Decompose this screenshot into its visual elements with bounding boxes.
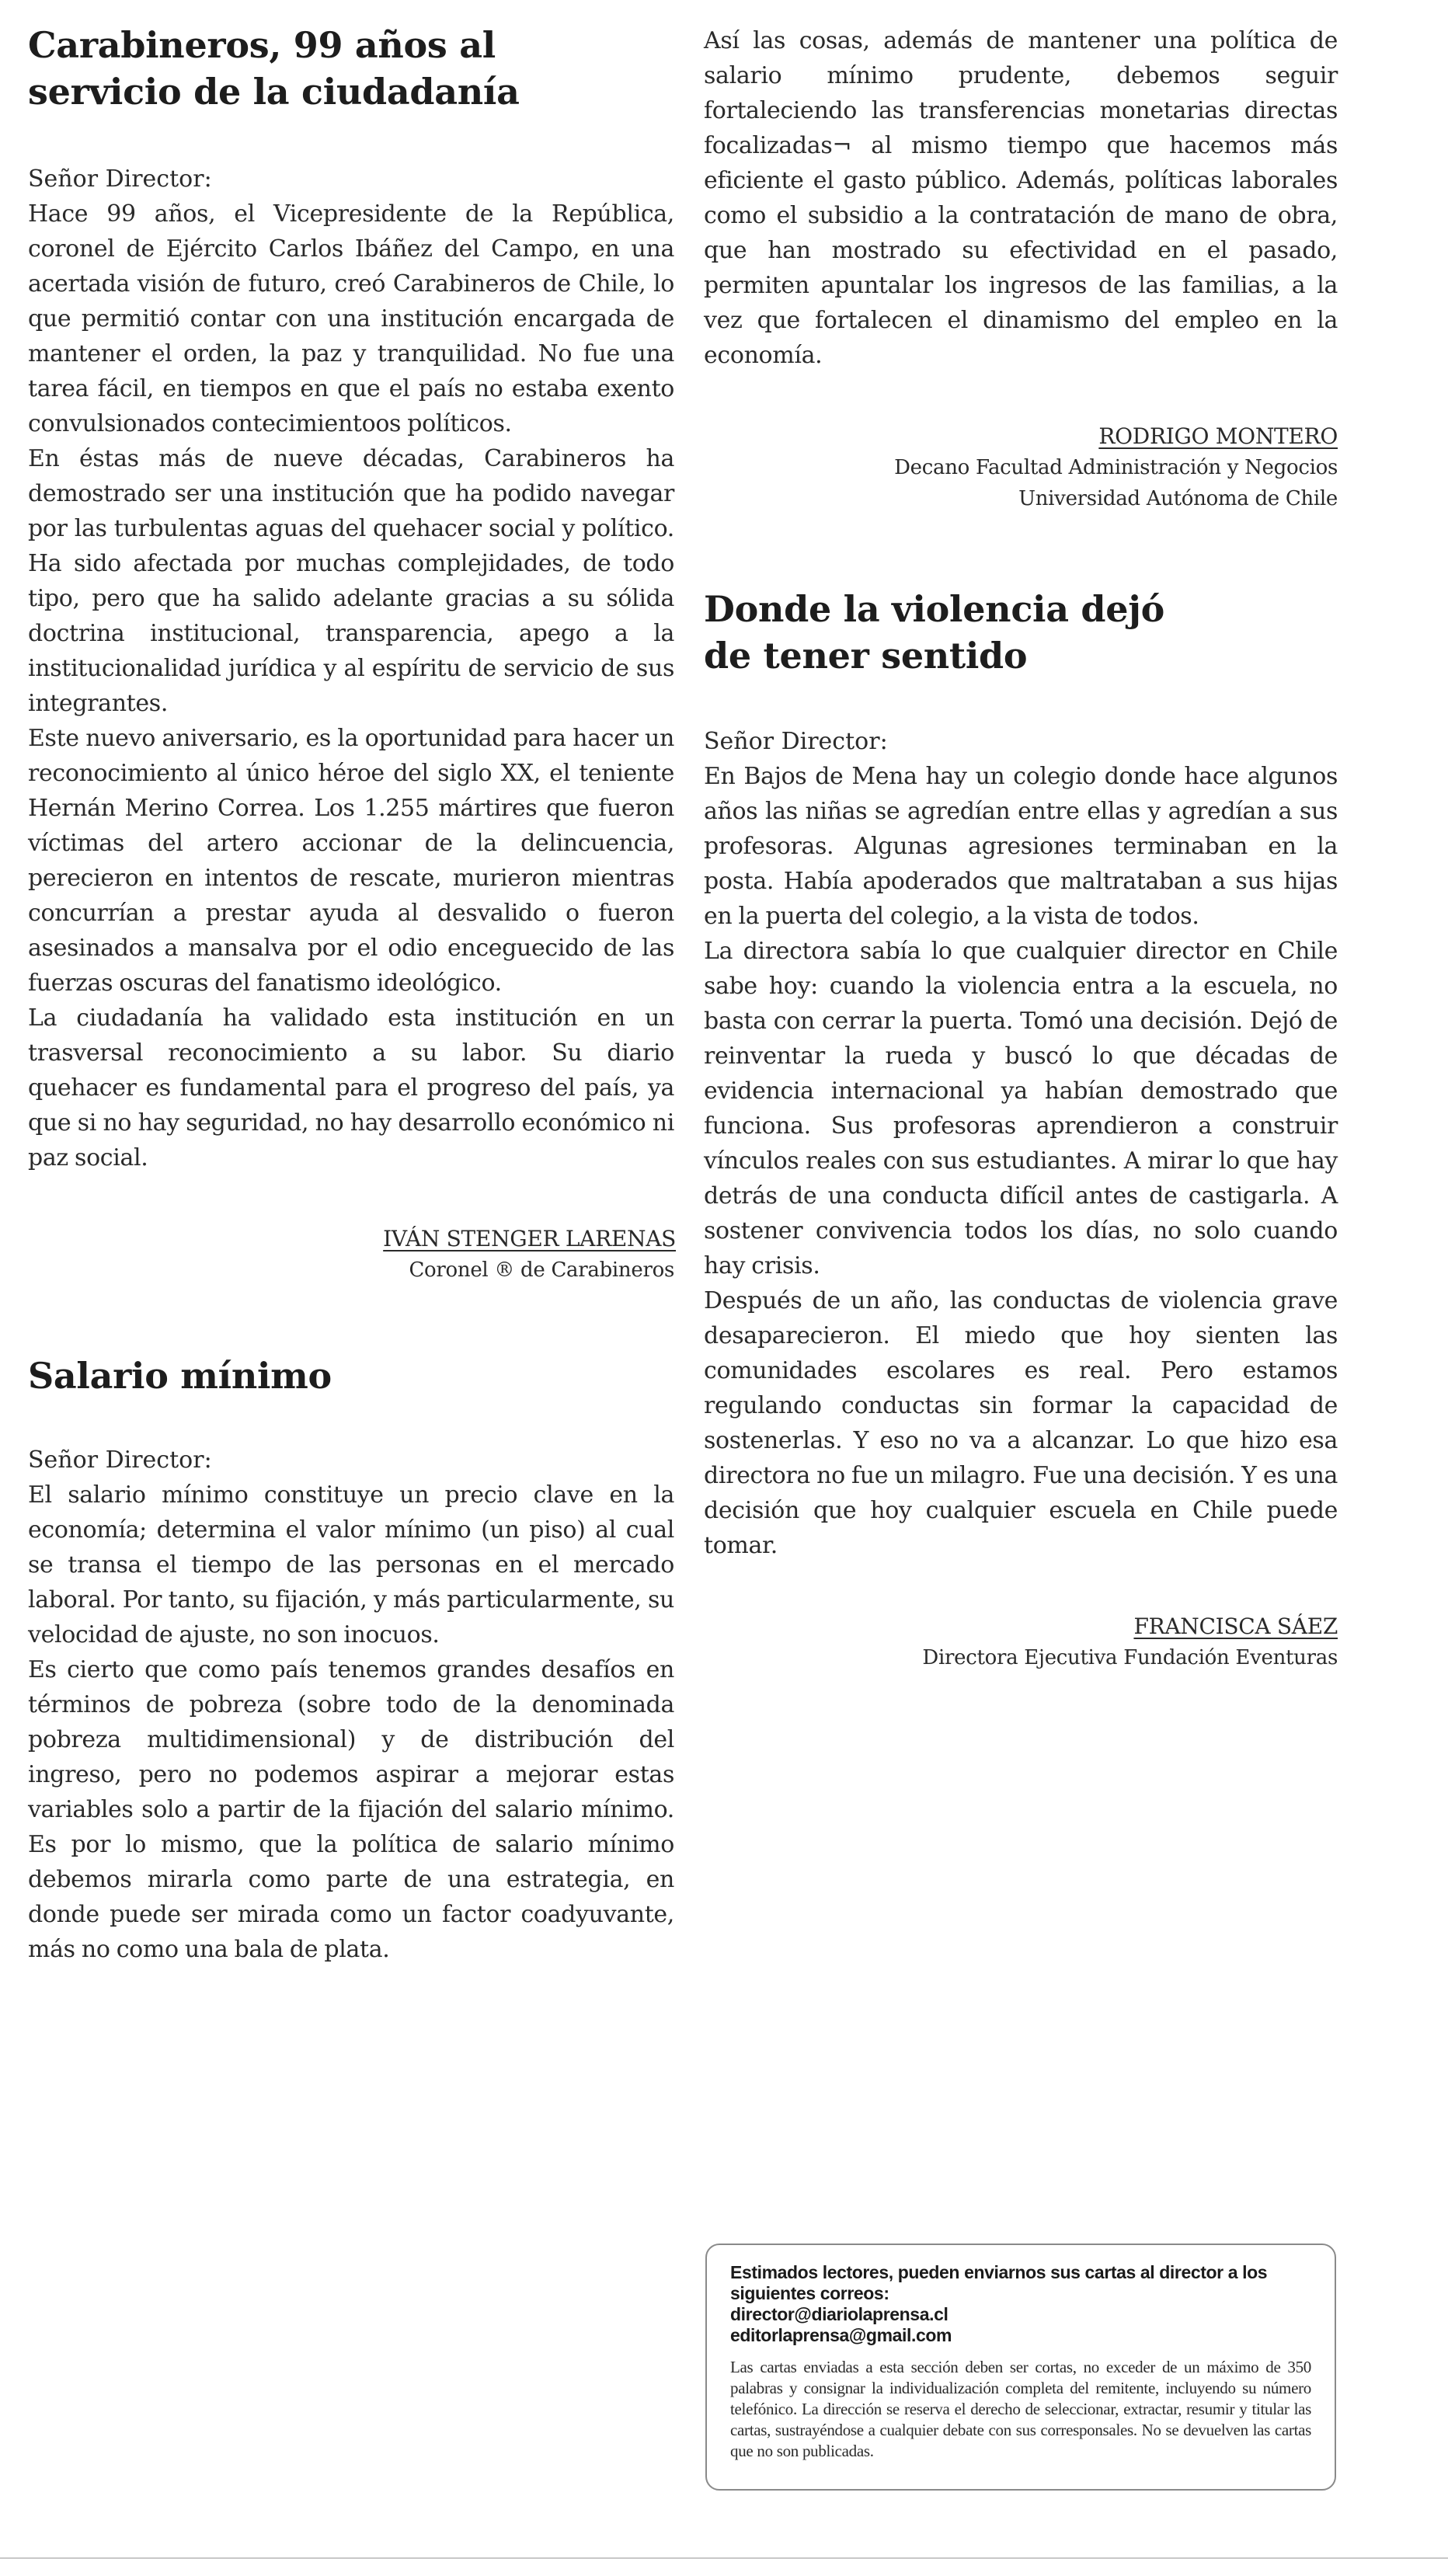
letter-paragraph: Así las cosas, además de mantener una política de salario mínimo prudente, debemos seguir fortaleciendo las transferencias monetarias directas focalizadas¬ al mismo tiempo que hacemos más eficiente el gasto público. Además, políticas laborales como el subsidio a la contratación de mano de obra, que han mostrado su efectividad en el pasado, permiten apuntalar los ingresos de las familias, a la vez que fortalecen el dinamismo del empleo en la economía. [704,27,1338,369]
notice-intro: Estimados lectores, pueden enviarnos sus cartas al director a los siguientes correos: [730,2262,1268,2303]
signature-name: RODRIGO MONTERO [1098,423,1338,449]
letter-salutation: Señor Director: [704,728,888,755]
signature-role: Coronel ® de Carabineros [409,1258,674,1282]
bottom-divider [0,2557,1448,2559]
letter-paragraph: El salario mínimo constituye un precio clave en la economía; determina el valor mínimo (un piso) al cual se transa el tiempo de las personas en el mercado laboral. Por tanto, su fijación, y más particularmente, su velocidad de ajuste, no son inocuos. [28,1481,674,1648]
right-column [704,23,1338,1673]
letter-salutation: Señor Director: [28,165,212,193]
letter-paragraph: La ciudadanía ha validado esta institución en un trasversal reconocimiento a su labor. Su diario quehacer es fundamental para el progreso del país, ya que si no hay seguridad, no hay desarrollo económico ni paz social. [28,1004,674,1171]
signature-affiliation: Universidad Autónoma de Chile [1018,487,1338,510]
letter-paragraph: La directora sabía lo que cualquier director en Chile sabe hoy: cuando la violencia entra a la escuela, no basta con cerrar la puerta. Tomó una decisión. Dejó de reinventar la rueda y buscó lo que décadas de evidencia internacional ya habían demostrado que funciona. Sus profesoras aprendieron a construir vínculos reales con sus estudiantes. A mirar lo que hay detrás de una conducta difícil antes de castigarla. A sostener convivencia todos los días, no solo cuando hay crisis. [704,938,1338,1279]
letter-paragraph: Este nuevo aniversario, es la oportunidad para hacer un reconocimiento al único héroe del siglo XX, el teniente Hernán Merino Correa. Los 1.255 mártires que fueron víctimas del artero accionar de la delincuencia, perecieron en intentos de rescate, murieron mientras concurrían a prestar ayuda al desvalido o fueron asesinados a mansalva por el odio enceguecido de las fuerzas oscuras del fanatismo ideológico. [28,725,674,997]
letter-salario-minimo [28,1352,674,1967]
letter-title: Carabineros, 99 años al servicio de la ciudadanía [28,24,520,113]
letter-title: Donde la violencia dejó de tener sentido [704,588,1164,677]
letter-salutation: Señor Director: [28,1446,212,1474]
notice-body: Las cartas enviadas a esta sección deben ser cortas, no exceder de un máximo de 350 palabras y consignar la individualización completa del remitente, incluyendo su número telefónico. La dirección se reserva el derecho de seleccionar, extractar, resumir y titular las cartas, sustrayéndose a cualquier debate con sus corresponsales. No se devuelven las cartas que no son publicadas. [730,2358,1311,2460]
letter-title: Salario mínimo [28,1355,332,1397]
letter-paragraph: En Bajos de Mena hay un colegio donde hace algunos años las niñas se agredían entre ellas y agredían a sus profesoras. Algunas agresiones terminaban en la posta. Había apoderados que maltrataban a sus hijas en la puerta del colegio, a la vista de todos. [704,763,1338,930]
letter-paragraph: En éstas más de nueve décadas, Carabineros ha demostrado ser una institución que ha podido navegar por las turbulentas aguas del quehacer social y político. Ha sido afectada por muchas complejidades, de todo tipo, pero que ha salido adelante gracias a su sólida doctrina institucional, transparencia, apego a la institucionalidad jurídica y al espíritu de servicio de sus integrantes. [28,445,674,717]
letter-carabineros [28,22,674,1286]
signature-role: Directora Ejecutiva Fundación Eventuras [922,1646,1338,1669]
left-column [28,22,674,1967]
signature-name: IVÁN STENGER LARENAS [383,1226,676,1251]
letters-submission-notice [705,2244,1336,2491]
letter-paragraph: Después de un año, las conductas de violencia grave desaparecieron. El miedo que hoy sienten las comunidades escolares es real. Pero estamos regulando conductas sin formar la capacidad de sostenerlas. Y eso no va a alcanzar. Lo que hizo esa directora no fue un milagro. Fue una decisión. Y es una decisión que hoy cualquier escuela en Chile puede tomar. [704,1287,1338,1559]
signature-name: FRANCISCA SÁEZ [1133,1613,1338,1639]
letter-violencia [704,586,1338,1673]
notice-email-editor[interactable]: editorlaprensa@gmail.com [730,2325,952,2345]
letter-paragraph: Hace 99 años, el Vicepresidente de la República, coronel de Ejército Carlos Ibáñez del Campo, en una acertada visión de futuro, creó Carabineros de Chile, lo que permitió contar con una institución encargada de mantener el orden, la paz y tranquilidad. No fue una tarea fácil, en tiempos en que el país no estaba exento convulsionados contecimientoos políticos. [28,200,674,437]
signature-role: Decano Facultad Administración y Negocios [894,456,1338,479]
notice-email-director[interactable]: director@diariolaprensa.cl [730,2304,949,2324]
letter-paragraph: Es cierto que como país tenemos grandes desafíos en términos de pobreza (sobre todo de la denominada pobreza multidimensional) y de distribución del ingreso, pero no podemos aspirar a mejorar estas variables solo a partir de la fijación del salario mínimo. Es por lo mismo, que la política de salario mínimo debemos mirarla como parte de una estrategia, en donde puede ser mirada como un factor coadyuvante, más no como una bala de plata. [28,1656,674,1963]
